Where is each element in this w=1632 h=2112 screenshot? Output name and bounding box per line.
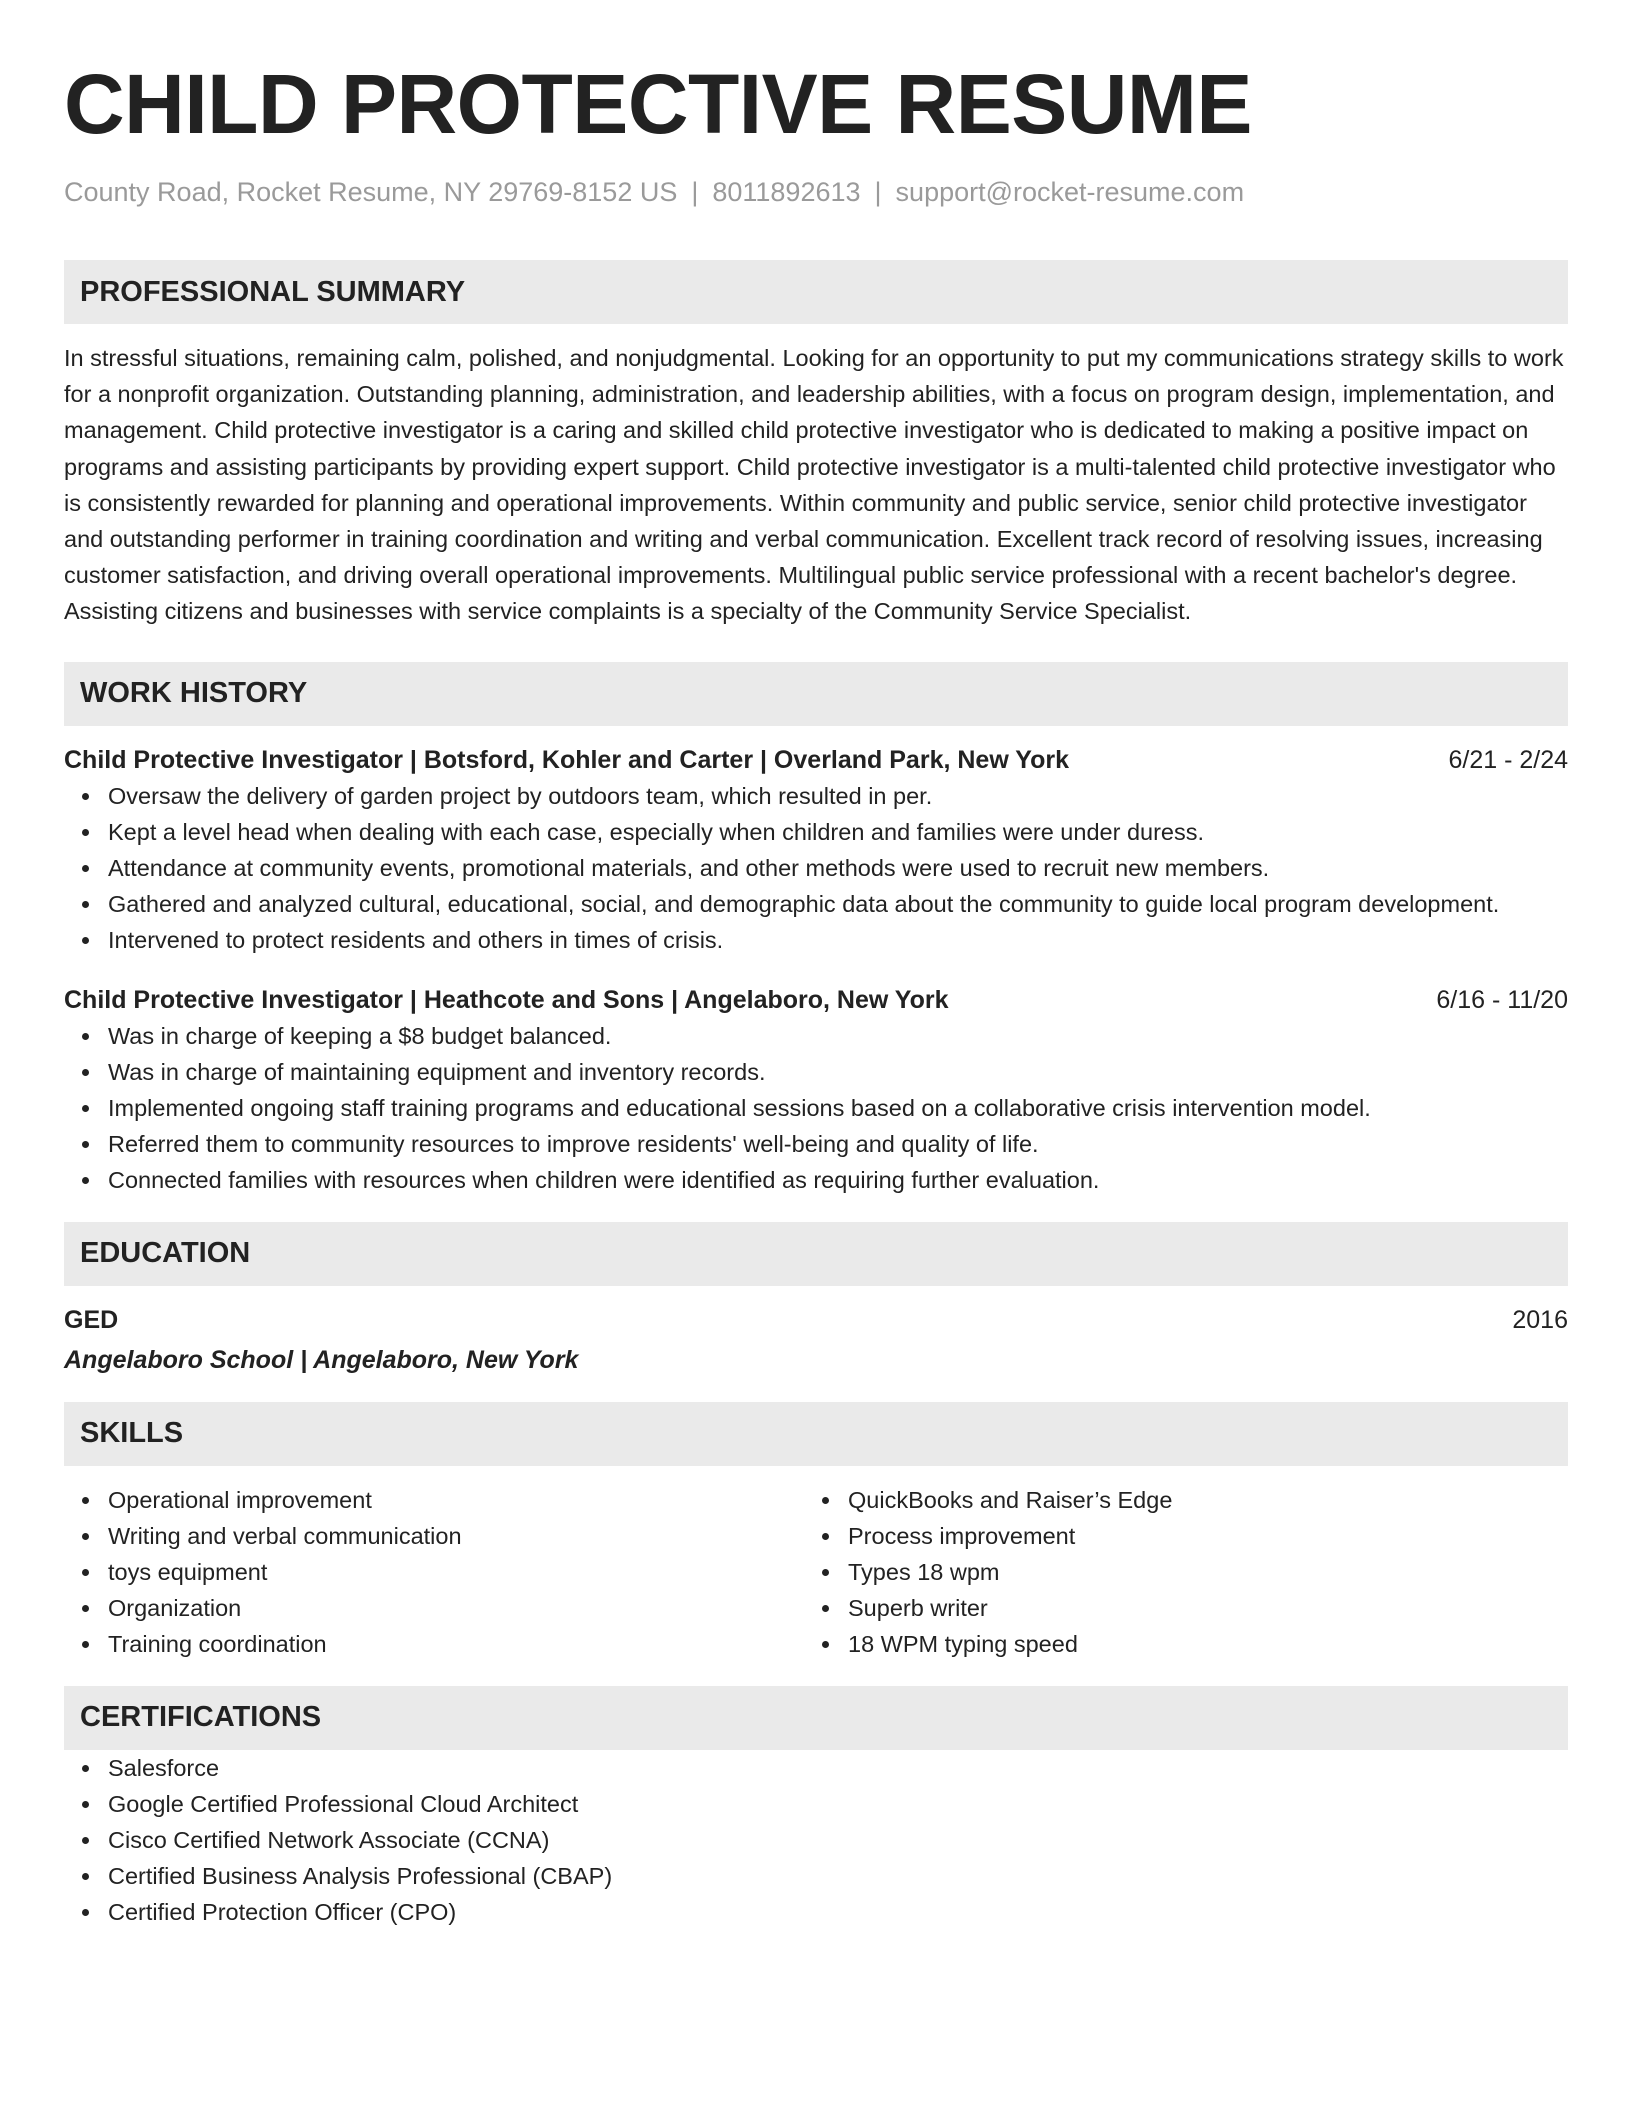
job-bullet: Gathered and analyzed cultural, educational, social, and demographic data about the community to guide local program development.	[108, 886, 1568, 922]
job-dates: 6/16 - 11/20	[1436, 985, 1568, 1014]
certification-item: Certified Business Analysis Professional (CBAP)	[108, 1858, 1568, 1894]
job-header	[64, 742, 1568, 778]
job-bullet: Attendance at community events, promotional materials, and other methods were used to recruit new members.	[108, 850, 1568, 886]
job-bullet: Connected families with resources when children were identified as requiring further evaluation.	[108, 1162, 1568, 1198]
education-year: 2016	[1512, 1305, 1568, 1334]
summary-text: In stressful situations, remaining calm, polished, and nonjudgmental. Looking for an opportunity to put my communications strategy skills to work for a nonprofit organization. Outstanding planning, administration, and leadership abilities, with a focus on program design, implementation, and management. Child protective investigator is a caring and skilled child protective investigator who is dedicated to making a positive impact on programs and assisting participants by providing expert support. Child protective investigator is a multi-talented child protective investigator who is consistently rewarded for planning and operational improvements. Within community and public service, senior child protective investigator and outstanding performer in training coordination and writing and verbal communication. Excellent track record of resolving issues, increasing customer satisfaction, and driving overall operational improvements. Multilingual public service professional with a recent bachelor's degree. Assisting citizens and businesses with service complaints is a specialty of the Community Service Specialist.	[64, 345, 1564, 625]
job-bullet: Kept a level head when dealing with each case, especially when children and families were under duress.	[108, 814, 1568, 850]
job-title: Child Protective Investigator | Botsford, Kohler and Carter | Overland Park, New York	[64, 745, 1069, 774]
contact-separator: |	[691, 177, 699, 207]
skill-item: toys equipment	[108, 1554, 804, 1590]
education-degree: GED	[64, 1305, 119, 1334]
skills-list	[64, 1482, 804, 1662]
certification-item: Certified Protection Officer (CPO)	[108, 1894, 1568, 1930]
contact-separator: |	[874, 177, 882, 207]
skill-item: Operational improvement	[108, 1482, 804, 1518]
skill-item: Types 18 wpm	[848, 1554, 1544, 1590]
certification-item: Google Certified Professional Cloud Architect	[108, 1786, 1568, 1822]
certification-item: Cisco Certified Network Associate (CCNA)	[108, 1822, 1568, 1858]
summary-section-heading: PROFESSIONAL SUMMARY	[64, 260, 1568, 324]
job-bullet-list	[64, 1018, 1568, 1198]
education-section-heading: EDUCATION	[64, 1222, 1568, 1286]
work-history-section-heading: WORK HISTORY	[64, 662, 1568, 726]
job-bullet: Oversaw the delivery of garden project by outdoors team, which resulted in per.	[108, 778, 1568, 814]
job-bullet: Was in charge of keeping a $8 budget balanced.	[108, 1018, 1568, 1054]
education-school: Angelaboro School | Angelaboro, New York	[64, 1345, 579, 1374]
certifications-section-heading: CERTIFICATIONS	[64, 1686, 1568, 1750]
job-bullet: Intervened to protect residents and others in times of crisis.	[108, 922, 1568, 958]
skill-item: 18 WPM typing speed	[848, 1626, 1544, 1662]
job-header	[64, 982, 1568, 1018]
skills-column-left	[64, 1482, 804, 1662]
job-dates: 6/21 - 2/24	[1448, 745, 1568, 774]
skills-columns	[64, 1482, 1568, 1662]
job-bullet: Was in charge of maintaining equipment and inventory records.	[108, 1054, 1568, 1090]
skill-item: QuickBooks and Raiser’s Edge	[848, 1482, 1544, 1518]
skill-item: Organization	[108, 1590, 804, 1626]
job-bullet: Referred them to community resources to improve residents' well-being and quality of life.	[108, 1126, 1568, 1162]
education-header	[64, 1302, 1568, 1338]
skill-item: Superb writer	[848, 1590, 1544, 1626]
certification-item: Salesforce	[108, 1750, 1568, 1786]
job-bullet-list	[64, 778, 1568, 958]
certifications-list	[64, 1750, 1568, 1930]
skills-list	[804, 1482, 1544, 1662]
contact-phone: 8011892613	[712, 177, 861, 207]
skill-item: Process improvement	[848, 1518, 1544, 1554]
skills-column-right	[804, 1482, 1544, 1662]
contact-line	[64, 174, 1568, 210]
contact-address: County Road, Rocket Resume, NY 29769-8152 US	[64, 177, 678, 207]
skills-section-heading: SKILLS	[64, 1402, 1568, 1466]
job-title: Child Protective Investigator | Heathcote and Sons | Angelaboro, New York	[64, 985, 949, 1014]
skill-item: Training coordination	[108, 1626, 804, 1662]
job-bullet: Implemented ongoing staff training programs and educational sessions based on a collaborative crisis intervention model.	[108, 1090, 1568, 1126]
contact-email: support@rocket-resume.com	[895, 177, 1245, 207]
skill-item: Writing and verbal communication	[108, 1518, 804, 1554]
resume-name: CHILD PROTECTIVE RESUME	[64, 57, 1252, 151]
